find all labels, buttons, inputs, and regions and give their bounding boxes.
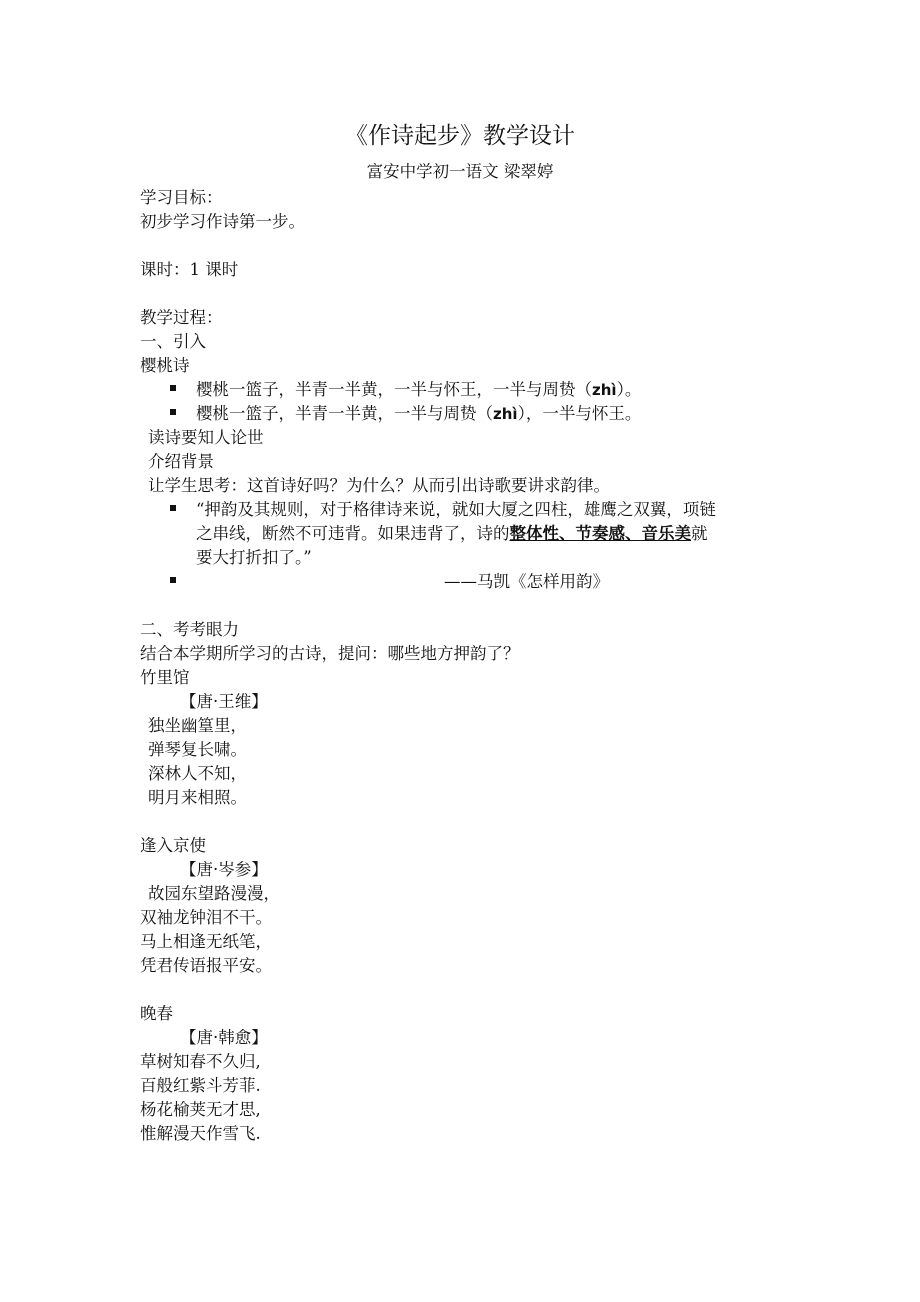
cherry-line-2-text: 樱桃一篮子，半青一半黄，一半与周贽（ xyxy=(196,404,493,423)
poem-1-line: 独坐幽篁里， xyxy=(148,716,247,735)
cherry-poem-line-2 xyxy=(196,402,641,426)
cherry-poem-line-1 xyxy=(196,378,641,402)
poem-2-title: 逢入京使 xyxy=(140,836,206,855)
poem-3-author: 【唐·韩愈】 xyxy=(180,1028,268,1047)
poem-1-line: 弹琴复长啸。 xyxy=(148,740,247,759)
cherry-line-1-text: 樱桃一篮子，半青一半黄，一半与怀王，一半与周贽（ xyxy=(196,380,592,399)
poem-2-line: 马上相逢无纸笔， xyxy=(140,932,272,951)
document-title: 《作诗起步》教学设计 xyxy=(345,123,575,149)
poem-1-author: 【唐·王维】 xyxy=(180,692,268,711)
bullet-icon xyxy=(170,385,176,391)
think-prompt: 让学生思考：这首诗好吗？为什么？从而引出诗歌要讲求韵律。 xyxy=(148,476,610,495)
bullet-icon xyxy=(170,409,176,415)
section1-heading: 一、引入 xyxy=(140,332,206,351)
quote-line-1: “押韵及其规则，对于格律诗来说，就如大厦之四柱，雄鹰之双翼，项链 xyxy=(196,500,716,519)
cherry-line-1-pinyin: zhì xyxy=(592,381,617,399)
cherry-line-1-end: ）。 xyxy=(616,380,642,399)
poem-3-title: 晚春 xyxy=(140,1004,173,1023)
quote-line-2-end: 就 xyxy=(691,524,708,543)
quote-line-2 xyxy=(196,522,708,546)
poem-3-line: 草树知春不久归, xyxy=(140,1052,261,1071)
poem-2-author: 【唐·岑参】 xyxy=(180,860,268,879)
process-heading: 教学过程： xyxy=(140,308,223,327)
quote-source: ——马凯《怎样用韵》 xyxy=(444,572,609,591)
cherry-line-2-pinyin: zhì xyxy=(493,405,518,423)
goal-heading: 学习目标： xyxy=(140,188,223,207)
poem-3-line: 杨花榆荚无才思, xyxy=(140,1100,261,1119)
note-background: 介绍背景 xyxy=(148,452,214,471)
cherry-poem-title: 樱桃诗 xyxy=(140,356,190,375)
poem-2-line: 故园东望路漫漫， xyxy=(148,884,280,903)
poem-3-line: 惟解漫天作雪飞. xyxy=(140,1124,261,1143)
poem-2-line: 双袖龙钟泪不干。 xyxy=(140,908,272,927)
quote-line-2-text: 之串线，断然不可违背。如果违背了，诗的 xyxy=(196,524,510,543)
note-know-poet: 读诗要知人论世 xyxy=(148,428,264,447)
section2-heading: 二、考考眼力 xyxy=(140,620,239,639)
class-hours: 课时：1 课时 xyxy=(140,260,239,279)
poem-3-line: 百般红紫斗芳菲. xyxy=(140,1076,261,1095)
goal-text: 初步学习作诗第一步。 xyxy=(140,212,305,231)
quote-emphasis: 整体性、节奏感、音乐美 xyxy=(509,524,691,543)
bullet-icon xyxy=(170,577,176,583)
quote-line-3: 要大打折扣了。” xyxy=(196,548,312,567)
section2-prompt: 结合本学期所学习的古诗，提问：哪些地方押韵了？ xyxy=(140,644,520,663)
document-subtitle: 富安中学初一语文 梁翠婷 xyxy=(366,162,554,181)
poem-1-line: 深林人不知， xyxy=(148,764,247,783)
poem-1-line: 明月来相照。 xyxy=(148,788,247,807)
bullet-icon xyxy=(170,505,176,511)
cherry-line-2-end: ），一半与怀王。 xyxy=(517,404,642,423)
poem-2-line: 凭君传语报平安。 xyxy=(140,956,272,975)
poem-1-title: 竹里馆 xyxy=(140,668,190,687)
